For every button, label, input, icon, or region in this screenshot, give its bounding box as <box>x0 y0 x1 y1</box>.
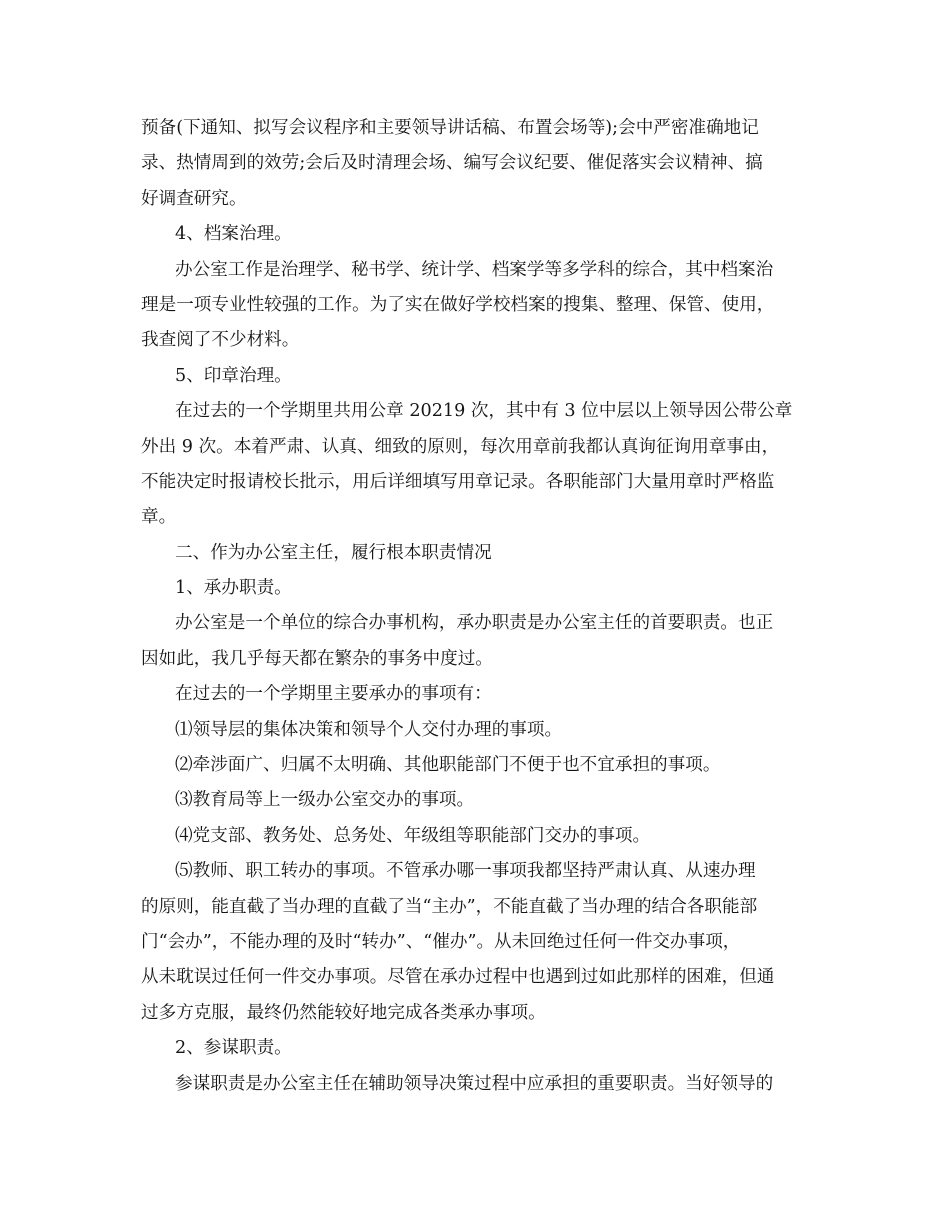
paragraph-line: 录、热情周到的效劳;会后及时清理会场、编写会议纪要、催促落实会议精神、搞 <box>141 153 763 174</box>
section-heading: 4、档案治理。 <box>175 224 292 245</box>
list-item: ⑴领导层的集体决策和领导个人交付办理的事项。 <box>175 719 563 740</box>
paragraph-line: 好调查研究。 <box>141 188 247 209</box>
paragraph-line: 的原则，能直截了当办理的直截了当“主办”，不能直截了当办理的结合各职能部 <box>141 896 758 917</box>
section-heading: 1、承办职责。 <box>175 578 292 599</box>
section-heading: 二、作为办公室主任，履行根本职责情况 <box>175 542 492 563</box>
paragraph-line: 预备(下通知、拟写会议程序和主要领导讲话稿、布置会场等);会中严密准确地记 <box>141 118 759 138</box>
list-item: ⑸教师、职工转办的事项。不管承办哪一事项我都坚持严肃认真、从速办理 <box>175 861 756 882</box>
paragraph-line: 过多方克服，最终仍然能较好地完成各类承办事项。 <box>141 1002 546 1023</box>
paragraph-line: 外出 9 次。本着严肃、认真、细致的原则，每次用章前我都认真询征询用章事由， <box>141 436 780 457</box>
paragraph-line: 办公室是一个单位的综合办事机构，承办职责是办公室主任的首要职责。也正 <box>175 613 774 634</box>
document-body <box>141 111 821 1102</box>
paragraph-line: 我查阅了不少材料。 <box>141 330 300 351</box>
list-item: ⑶教育局等上一级办公室交办的事项。 <box>175 790 475 811</box>
paragraph-line: 门“会办”，不能办理的及时“转办”、“催办”。从未回绝过任何一件交办事项， <box>141 931 741 952</box>
paragraph-line: 章。 <box>141 507 177 528</box>
section-heading: 5、印章治理。 <box>175 365 292 386</box>
paragraph-line: 理是一项专业性较强的工作。为了实在做好学校档案的搜集、整理、保管、使用， <box>141 294 775 315</box>
list-item: ⑵牵涉面广、归属不太明确、其他职能部门不便于也不宜承担的事项。 <box>175 755 721 776</box>
paragraph-line: 办公室工作是治理学、秘书学、统计学、档案学等多学科的综合，其中档案治 <box>175 259 774 280</box>
paragraph-line: 不能决定时报请校长批示，用后详细填写用章记录。各职能部门大量用章时严格监 <box>141 471 775 492</box>
paragraph-line: 参谋职责是办公室主任在辅助领导决策过程中应承担的重要职责。当好领导的 <box>175 1073 774 1094</box>
list-item: ⑷党支部、教务处、总务处、年级组等职能部门交办的事项。 <box>175 825 651 846</box>
paragraph-line: 从未耽误过任何一件交办事项。尽管在承办过程中也遇到过如此那样的困难，但通 <box>141 967 775 988</box>
paragraph-line: 因如此，我几乎每天都在繁杂的事务中度过。 <box>141 648 493 669</box>
paragraph-line: 在过去的一个学期里共用公章 20219 次，其中有 3 位中层以上领导因公带公章 <box>175 401 793 422</box>
section-heading: 2、参谋职责。 <box>175 1038 292 1059</box>
paragraph-line: 在过去的一个学期里主要承办的事项有： <box>175 684 492 705</box>
